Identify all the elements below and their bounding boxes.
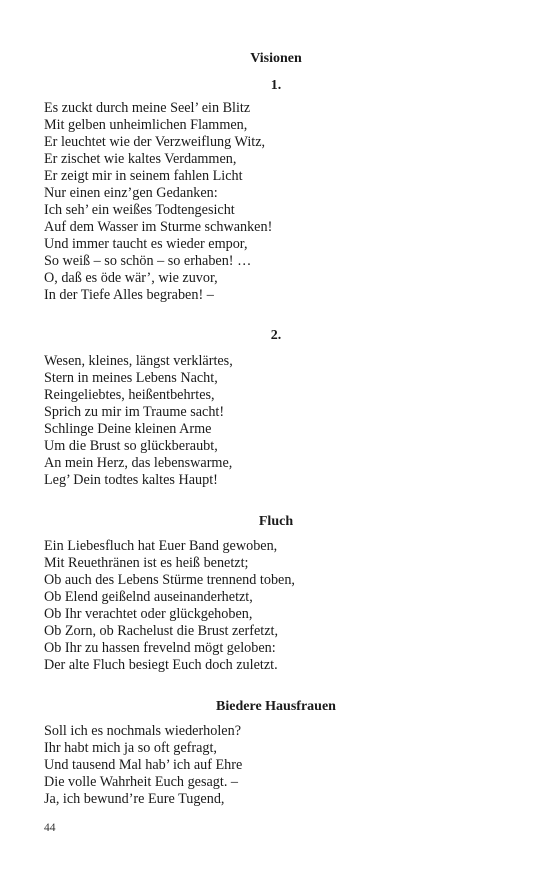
verse-line: Ja, ich bewund’re Eure Tugend,: [44, 791, 225, 807]
verse-line: Um die Brust so glückberaubt,: [44, 438, 218, 454]
stanza-fluch: [44, 538, 508, 674]
stanza-visionen-1: [44, 100, 508, 304]
verse-line: Er zeigt mir in seinem fahlen Licht: [44, 168, 243, 184]
verse-line: Mit gelben unheimlichen Flammen,: [44, 117, 248, 133]
verse-line: Nur einen einz’gen Gedanken:: [44, 185, 218, 201]
verse-line: Reingeliebtes, heißentbehrtes,: [44, 387, 215, 403]
verse-line: Und immer taucht es wieder empor,: [44, 236, 248, 252]
verse-line: Ob Ihr zu hassen frevelnd mögt geloben:: [44, 640, 276, 656]
verse-line: An mein Herz, das lebenswarme,: [44, 455, 233, 471]
verse-line: Sprich zu mir im Traume sacht!: [44, 404, 225, 420]
book-page: [44, 0, 508, 880]
poem-title-visionen: Visionen: [250, 51, 302, 66]
verse-line: Und tausend Mal hab’ ich auf Ehre: [44, 757, 243, 773]
stanza-visionen-2: [44, 353, 508, 489]
poem-title-fluch: Fluch: [258, 514, 294, 529]
verse-line: Er leuchtet wie der Verzweiflung Witz,: [44, 134, 266, 150]
verse-line: Soll ich es nochmals wiederholen?: [44, 723, 241, 739]
verse-line: Stern in meines Lebens Nacht,: [44, 370, 218, 386]
verse-line: Ob Elend geißelnd auseinanderhetzt,: [44, 589, 253, 605]
verse-line: Ob Ihr verachtet oder glückgehoben,: [44, 606, 253, 622]
verse-line: Auf dem Wasser im Sturme schwanken!: [44, 219, 273, 235]
verse-line: Wesen, kleines, längst verklärtes,: [44, 353, 233, 369]
stanza-biedere-hausfrauen: [44, 723, 508, 808]
page-number: 44: [44, 822, 56, 834]
verse-line: Die volle Wahrheit Euch gesagt. –: [44, 774, 239, 790]
verse-line: Es zuckt durch meine Seel’ ein Blitz: [44, 100, 251, 116]
verse-line: In der Tiefe Alles begraben! –: [44, 287, 214, 303]
verse-line: Schlinge Deine kleinen Arme: [44, 421, 212, 437]
verse-line: Der alte Fluch besiegt Euch doch zuletzt.: [44, 657, 278, 673]
verse-line: So weiß – so schön – so erhaben! …: [44, 253, 252, 269]
verse-line: Ihr habt mich ja so oft gefragt,: [44, 740, 217, 756]
part-number-2: 2.: [270, 328, 282, 343]
verse-line: Ob auch des Lebens Stürme trennend toben,: [44, 572, 295, 588]
verse-line: Ob Zorn, ob Rachelust die Brust zerfetzt,: [44, 623, 279, 639]
poem-title-biedere-hausfrauen: Biedere Hausfrauen: [216, 699, 336, 714]
verse-line: Leg’ Dein todtes kaltes Haupt!: [44, 472, 218, 488]
part-number-1: 1.: [270, 78, 282, 93]
verse-line: Mit Reuethränen ist es heiß benetzt;: [44, 555, 249, 571]
verse-line: Ich seh’ ein weißes Todtengesicht: [44, 202, 235, 218]
verse-line: Er zischet wie kaltes Verdammen,: [44, 151, 237, 167]
verse-line: O, daß es öde wär’, wie zuvor,: [44, 270, 218, 286]
verse-line: Ein Liebesfluch hat Euer Band gewoben,: [44, 538, 278, 554]
